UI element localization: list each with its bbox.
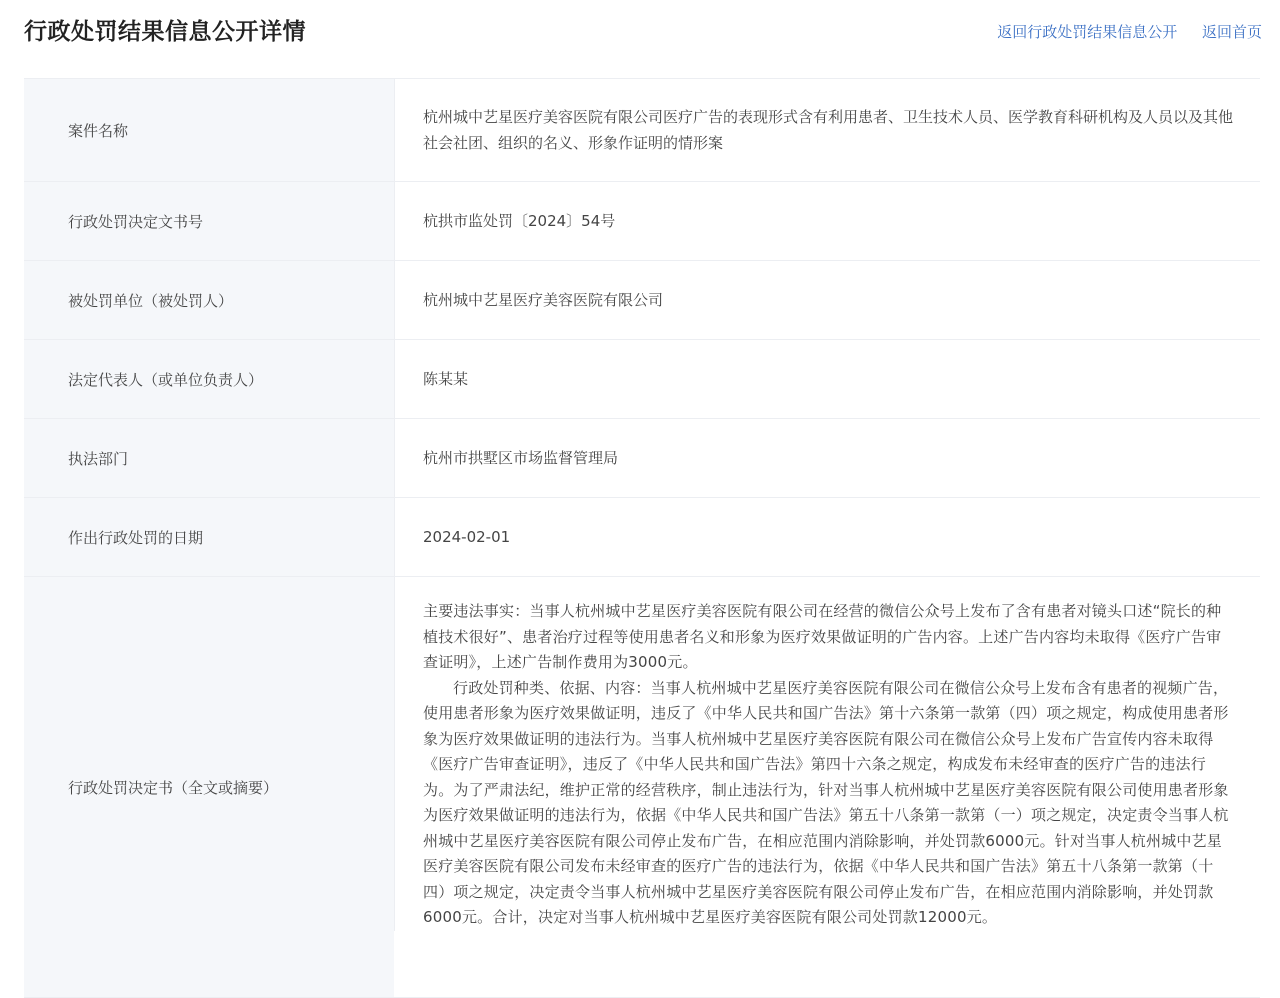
back-to-home-link[interactable]: 返回首页 xyxy=(1201,23,1262,41)
label-penalty-date: 作出行政处罚的日期 xyxy=(24,498,394,576)
table-row-penalty-date xyxy=(24,498,1260,577)
decision-paragraph-penalty: 行政处罚种类、依据、内容：当事人杭州城中艺星医疗美容医院有限公司在微信公众号上发布含有患者的视频广告，使用患者形象为医疗效果做证明，违反了《中华人民共和国广告法》第十六条第一款第（四）项之规定，构成使用患者形象为医疗效果做证明的违法行为。当事人杭州城中艺星医疗美容医院有限公司在微信公众号上发布广告宣传内容未取得《医疗广告审查证明》，违反了《中华人民共和国广告法》第四十六条之规定，构成发布未经审查的医疗广告的违法行为。为了严肃法纪，维护正常的经营秩序，制止违法行为，针对当事人杭州城中艺星医疗美容医院有限公司使用患者形象为医疗效果做证明的违法行为，依据《中华人民共和国广告法》第五十八条第一款第（一）项之规定，决定责令当事人杭州城中艺星医疗美容医院有限公司停止发布广告，在相应范围内消除影响，并处罚款6000元。针对当事人杭州城中艺星医疗美容医院有限公司发布未经审查的医疗广告的违法行为，依据《中华人民共和国广告法》第五十八条第一款第（十四）项之规定，决定责令当事人杭州城中艺星医疗美容医院有限公司停止发布广告，在相应范围内消除影响，并处罚款6000元。合计，决定对当事人杭州城中艺星医疗美容医院有限公司处罚款12000元。 xyxy=(423,678,1229,926)
value-penalized-entity: 杭州城中艺星医疗美容医院有限公司 xyxy=(394,261,1260,339)
table-row-case-name xyxy=(24,79,1260,182)
header-links xyxy=(977,21,1262,43)
table-row-legal-representative xyxy=(24,340,1260,419)
table-row-penalized-entity xyxy=(24,261,1260,340)
label-legal-representative: 法定代表人（或单位负责人） xyxy=(24,340,394,418)
label-decision-text: 行政处罚决定书（全文或摘要） xyxy=(24,577,394,997)
value-decision-text xyxy=(394,577,1260,931)
label-case-name: 案件名称 xyxy=(24,79,394,181)
page-header xyxy=(0,0,1280,66)
table-row-decision-number xyxy=(24,182,1260,261)
value-decision-number: 杭拱市监处罚〔2024〕54号 xyxy=(394,182,1260,260)
label-decision-number: 行政处罚决定文书号 xyxy=(24,182,394,260)
label-penalized-entity: 被处罚单位（被处罚人） xyxy=(24,261,394,339)
back-to-list-link[interactable]: 返回行政处罚结果信息公开 xyxy=(997,23,1178,41)
decision-paragraph-facts: 主要违法事实：当事人杭州城中艺星医疗美容医院有限公司在经营的微信公众号上发布了含有患者对镜头口述“院长的种植技术很好”、患者治疗过程等使用患者名义和形象为医疗效果做证明的广告内容。上述广告内容均未取得《医疗广告审查证明》，上述广告制作费用为3000元。 xyxy=(423,602,1222,671)
value-case-name: 杭州城中艺星医疗美容医院有限公司医疗广告的表现形式含有利用患者、卫生技术人员、医学教育科研机构及人员以及其他社会社团、组织的名义、形象作证明的情形案 xyxy=(394,79,1260,181)
page-title: 行政处罚结果信息公开详情 xyxy=(24,19,306,45)
table-row-enforcement-department xyxy=(24,419,1260,498)
value-legal-representative: 陈某某 xyxy=(394,340,1260,418)
label-enforcement-department: 执法部门 xyxy=(24,419,394,497)
table-row-decision-text xyxy=(24,577,1260,998)
value-enforcement-department: 杭州市拱墅区市场监督管理局 xyxy=(394,419,1260,497)
detail-table xyxy=(24,78,1260,998)
value-penalty-date: 2024-02-01 xyxy=(394,498,1260,576)
